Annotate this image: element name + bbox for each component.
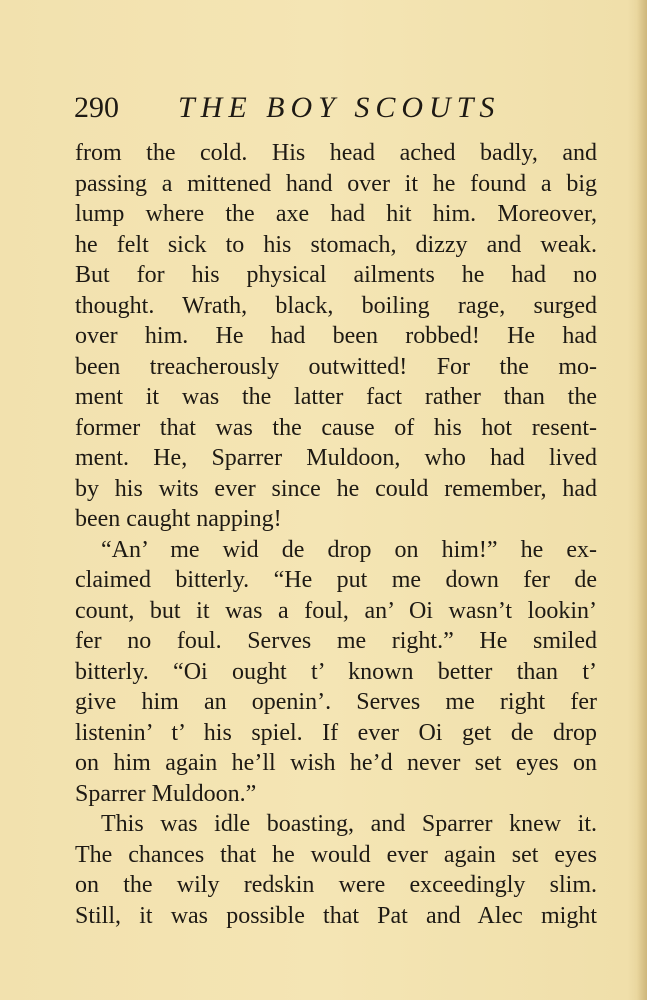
text-line: listenin’ t’ his spiel. If ever Oi get de drop (75, 719, 597, 746)
text-line: But for his physical ailments he had no (75, 262, 597, 288)
text-line: lump where the axe had hit him. Moreover, (75, 201, 597, 227)
text-line: been treacherously outwitted! For the mo- (75, 353, 597, 380)
text-line: passing a mittened hand over it he found a big (75, 170, 597, 197)
text-line: he felt sick to his stomach, dizzy and weak. (75, 231, 597, 258)
page-number: 290 (74, 91, 119, 124)
page-edge-shadow (637, 0, 647, 1000)
text-line: count, but it was a foul, an’ Oi wasn’t lookin’ (75, 597, 597, 624)
text-line-paragraph-start: “An’ me wid de drop on him!” he ex- (101, 536, 597, 563)
text-line: ment it was the latter fact rather than the (75, 384, 597, 410)
text-line: The chances that he would ever again set eyes (75, 841, 597, 868)
text-line: Still, it was possible that Pat and Alec might (75, 902, 597, 929)
text-line: bitterly. “Oi ought t’ known better than t’ (75, 658, 597, 685)
text-line: over him. He had been robbed! He had (75, 323, 597, 349)
text-line: on him again he’ll wish he’d never set eyes on (75, 750, 597, 776)
text-line: by his wits ever since he could remember, had (75, 475, 597, 502)
text-line: give him an openin’. Serves me right fer (75, 689, 597, 715)
body-text (75, 138, 597, 931)
text-line: from the cold. His head ached badly, and (75, 140, 597, 166)
text-line: claimed bitterly. “He put me down fer de (75, 567, 597, 593)
text-line: thought. Wrath, black, boiling rage, surged (75, 292, 597, 319)
text-line: ment. He, Sparrer Muldoon, who had lived (75, 445, 597, 471)
text-line: fer no foul. Serves me right.” He smiled (75, 628, 597, 654)
text-line-paragraph-end: been caught napping! (75, 506, 282, 532)
text-line: on the wily redskin were exceedingly slim. (75, 872, 597, 898)
text-line-paragraph-end: Sparrer Muldoon.” (75, 780, 257, 807)
text-line: former that was the cause of his hot resent- (75, 414, 597, 441)
text-line-paragraph-start: This was idle boasting, and Sparrer knew it. (101, 811, 597, 837)
page-header (74, 88, 574, 128)
running-title: THE BOY SCOUTS (178, 91, 501, 124)
